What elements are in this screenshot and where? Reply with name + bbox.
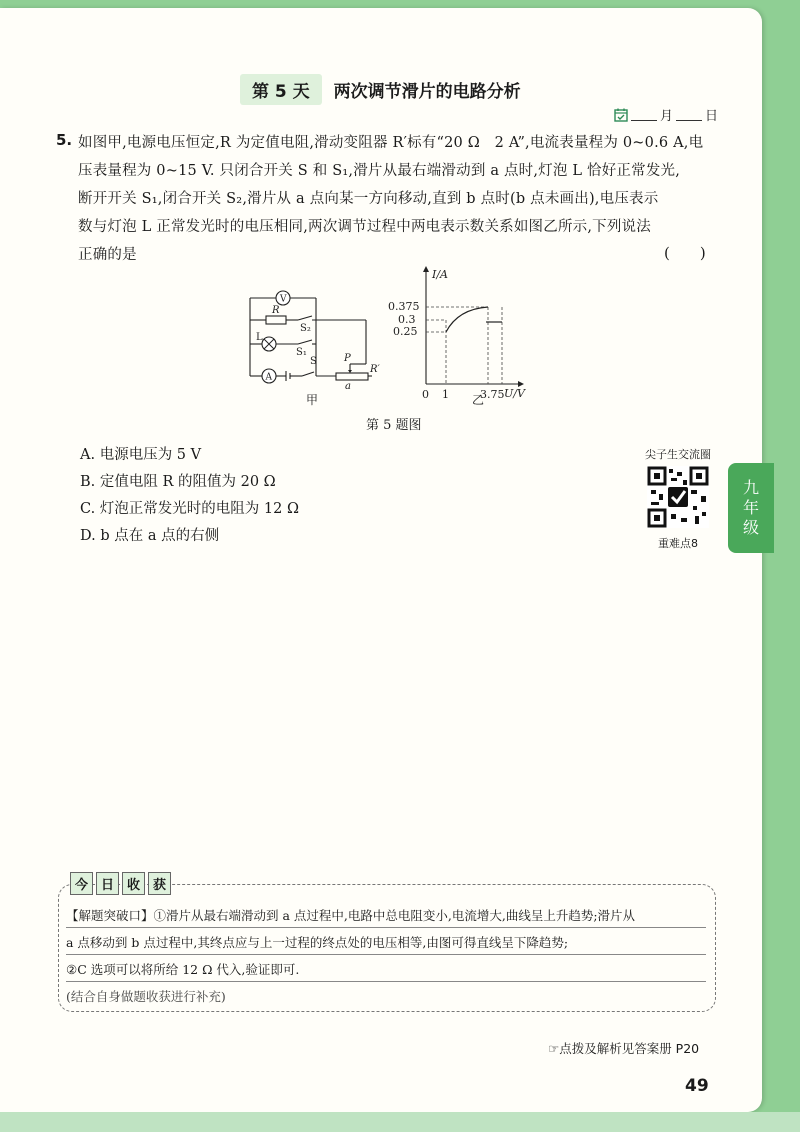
page-title	[240, 74, 521, 105]
figure	[236, 264, 536, 414]
gain-line-2: a 点移动到 b 点过程中,其终点应与上一过程的终点处的电压相等,由图可得直线呈下降趋势;	[66, 933, 706, 955]
option-c[interactable]: C. 灯泡正常发光时的电阻为 12 Ω	[80, 501, 299, 517]
gain-title-char-1: 今	[70, 872, 93, 895]
lamp-label: L	[256, 332, 263, 343]
y-tick-03: 0.3	[398, 313, 416, 326]
month-label: 月	[660, 109, 674, 124]
point-a-label: a	[345, 381, 351, 392]
gain-line-1: 【解题突破口】①滑片从最右端滑动到 a 点过程中,电路中总电阻变小,电流增大,曲线呈上升趋势;滑片从	[66, 906, 706, 928]
ammeter-symbol: A	[265, 372, 272, 383]
resistor-label: R	[272, 305, 280, 316]
y-tick-025: 0.25	[393, 325, 418, 338]
circuit-parts	[256, 291, 381, 407]
guide-lines	[426, 307, 502, 384]
option-a[interactable]: A. 电源电压为 5 V	[80, 447, 202, 463]
slider-p-label: P	[344, 353, 351, 364]
month-blank[interactable]	[631, 108, 657, 121]
switch-s2-label: S₂	[300, 323, 311, 334]
day-badge: 第 5 天	[240, 74, 322, 105]
grade-char-2: 年	[742, 498, 759, 517]
page-number: 49	[685, 1076, 709, 1096]
question-line-3: 断开开关 S₁,闭合开关 S₂,滑片从 a 点向某一方向移动,直到 b 点时(b 点未画出),电压表示	[78, 191, 659, 207]
day-blank[interactable]	[676, 108, 702, 121]
question-line-2: 压表量程为 0~15 V. 只闭合开关 S 和 S₁,滑片从最右端滑动到 a 点时,灯泡 L 恰好正常发光,	[78, 163, 681, 179]
title-text: 两次调节滑片的电路分析	[333, 82, 521, 102]
qr-code-icon[interactable]	[647, 466, 709, 528]
qr-caption-bottom: 重难点8	[658, 537, 698, 550]
grade-char-3: 级	[742, 518, 759, 537]
option-b[interactable]: B. 定值电阻 R 的阻值为 20 Ω	[80, 474, 276, 490]
gain-line-4[interactable]: (结合自身做题收获进行补充)	[66, 989, 226, 1004]
qr-block[interactable]	[638, 446, 718, 551]
gain-title-char-4: 获	[148, 872, 171, 895]
question-number: 5.	[56, 131, 73, 149]
x-tick-1: 1	[442, 388, 449, 401]
graph-caption: 乙	[472, 393, 485, 407]
y-axis-label: I/A	[432, 268, 448, 281]
question-line-5: 正确的是	[78, 247, 137, 263]
grade-char-1: 九	[742, 478, 759, 497]
graph	[388, 266, 526, 407]
x-tick-375: 3.75	[480, 388, 505, 401]
option-d[interactable]: D. b 点在 a 点的右侧	[80, 528, 220, 544]
gain-title-char-3: 收	[122, 872, 145, 895]
bottom-band	[0, 1112, 800, 1132]
calendar-check-icon	[614, 108, 628, 122]
question-line-4: 数与灯泡 L 正常发光时的电压相同,两次调节过程中两电表示数关系如图乙所示,下列说法	[78, 219, 651, 235]
day-label: 日	[705, 109, 719, 124]
date-field	[614, 105, 718, 124]
question-line-1: 如图甲,电源电压恒定,R 为定值电阻,滑动变阻器 R′标有“20 Ω 2 A”,电流表量程为 0~0.6 A,电	[78, 135, 704, 151]
answer-reference: ☞点拨及解析见答案册 P20	[548, 1041, 700, 1056]
rheostat-label: R′	[370, 364, 380, 375]
answer-bracket[interactable]: ( )	[664, 244, 706, 262]
x-axis-label: U/V	[504, 387, 525, 400]
gain-title-char-2: 日	[96, 872, 119, 895]
gain-line-3: ②C 选项可以将所给 12 Ω 代入,验证即可.	[66, 960, 706, 982]
x-tick-0: 0	[422, 388, 429, 401]
today-gain-title	[70, 872, 174, 895]
circuit-caption: 甲	[306, 393, 319, 407]
voltmeter-symbol: V	[280, 294, 287, 305]
grade-side-tab[interactable]	[728, 463, 774, 553]
figure-caption: 第 5 题图	[366, 418, 422, 433]
switch-s-label: S	[310, 356, 317, 367]
y-tick-0375: 0.375	[388, 300, 420, 313]
switch-s1-label: S₁	[296, 347, 307, 358]
curve-series	[446, 307, 488, 332]
qr-caption-top: 尖子生交流圈	[645, 448, 711, 461]
